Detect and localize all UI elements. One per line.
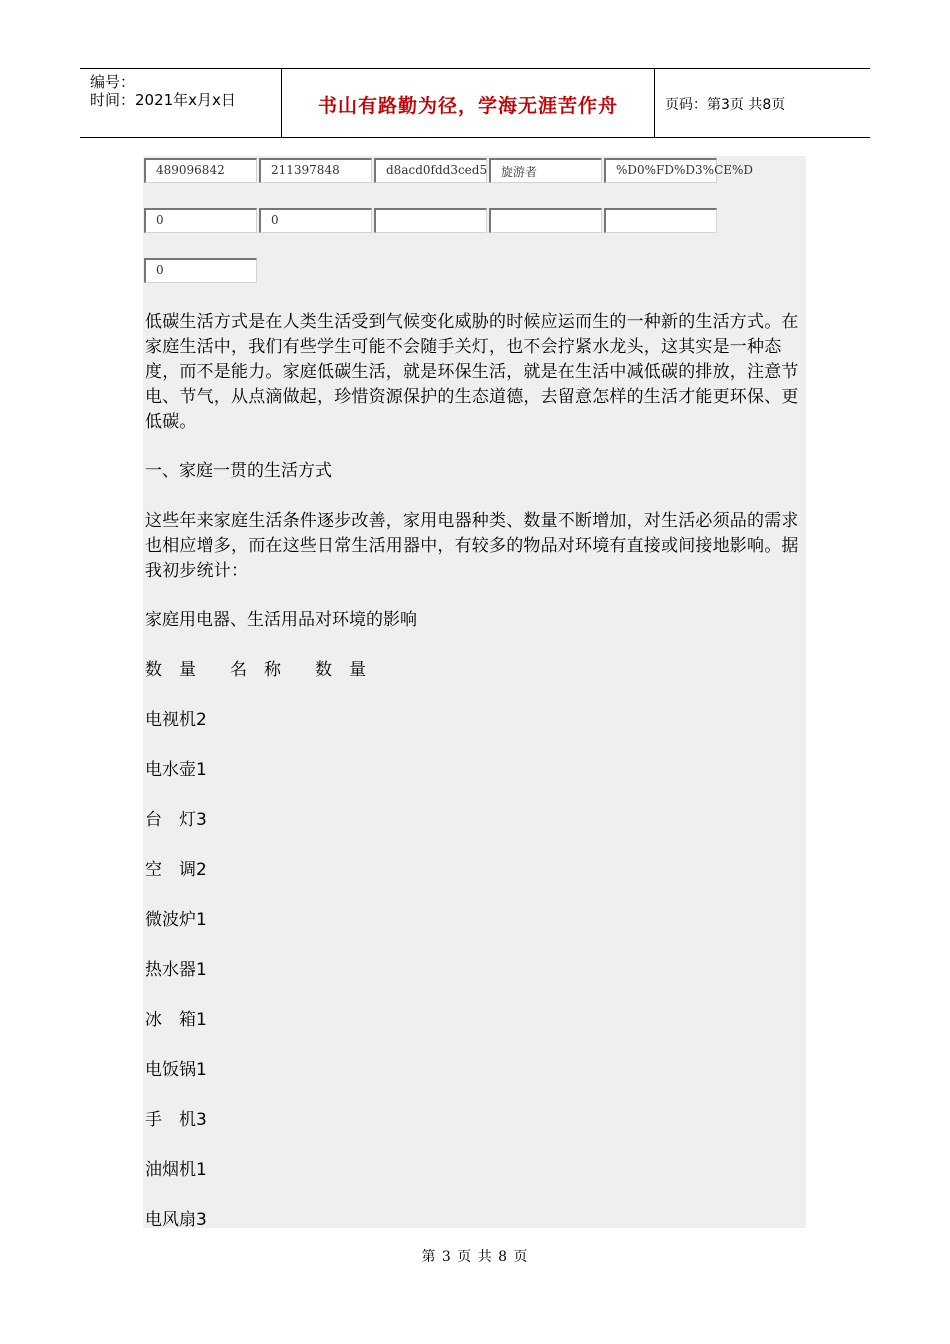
header-motto-cell [282,69,655,137]
form-field[interactable] [374,208,487,233]
item-name: 手 机 [145,1110,196,1130]
form-field[interactable]: 0 [144,208,257,233]
item-name: 台 灯 [145,810,196,830]
list-item [145,958,207,983]
form-field[interactable]: %D0%FD%D3%CE%D [604,158,717,183]
item-qty: 1 [196,910,207,930]
list-item [145,908,207,933]
item-qty: 1 [196,960,207,980]
page-header [80,68,870,138]
form-field[interactable]: 旋游者 [489,158,602,183]
item-qty: 3 [196,1110,207,1130]
form-field[interactable] [604,208,717,233]
section-paragraph: 这些年来家庭生活条件逐步改善，家用电器种类、数量不断增加，对生活必须品的需求也相应增多，而在这些日常生活用器中，有较多的物品对环境有直接或间接地影响。据我初步统计： [145,511,799,581]
list-item [145,708,207,733]
item-qty: 1 [196,1160,207,1180]
item-name: 冰 箱 [145,1010,196,1030]
form-field[interactable]: 211397848 [259,158,372,183]
item-name: 电水壶 [145,760,196,780]
table-title: 家庭用电器、生活用品对环境的影响 [145,610,417,630]
item-name: 电风扇 [145,1210,196,1230]
page-info: 页码：第3页 共8页 [665,97,786,113]
form-field[interactable]: 489096842 [144,158,257,183]
form-field[interactable] [489,208,602,233]
item-name: 空 调 [145,860,196,880]
item-qty: 1 [196,1010,207,1030]
motto-text: 书山有路勤为径，学海无涯苦作舟 [317,95,618,117]
list-item [145,1208,207,1233]
intro-paragraph: 低碳生活方式是在人类生活受到气候变化威胁的时候应运而生的一种新的生活方式。在家庭生活中，我们有些学生可能不会随手关灯，也不会拧紧水龙头，这其实是一种态度，而不是能力。家庭低碳生活，就是环保生活，就是在生活中减低碳的排放，注意节电、节气，从点滴做起，珍惜资源保护的生态道德，去留意怎样的生活才能更环保、更低碳。 [145,312,799,432]
list-item [145,1058,207,1083]
list-item [145,1008,207,1033]
page-footer: 第 3 页 共 8 页 [421,1249,529,1265]
item-name: 油烟机 [145,1160,196,1180]
list-item [145,758,207,783]
time-label: 时间：2021年x月x日 [90,91,236,109]
header-page-cell [655,69,870,137]
number-label: 编号： [90,73,136,91]
list-item [145,1108,207,1133]
table-header: 数 量 名 称 数 量 [145,660,366,680]
list-item [145,858,207,883]
item-name: 微波炉 [145,910,196,930]
section-heading: 一、家庭一贯的生活方式 [145,461,332,481]
item-name: 电视机 [145,710,196,730]
item-qty: 1 [196,1060,207,1080]
form-field[interactable]: d8acd0fdd3ced5 [374,158,487,183]
item-name: 热水器 [145,960,196,980]
item-name: 电饭锅 [145,1060,196,1080]
list-item [145,808,207,833]
item-qty: 2 [196,860,207,880]
list-item [145,1158,207,1183]
form-field[interactable]: 0 [259,208,372,233]
form-field[interactable]: 0 [144,258,257,283]
item-qty: 2 [196,710,207,730]
item-qty: 3 [196,1210,207,1230]
item-qty: 1 [196,760,207,780]
header-meta-cell [80,69,282,137]
item-qty: 3 [196,810,207,830]
